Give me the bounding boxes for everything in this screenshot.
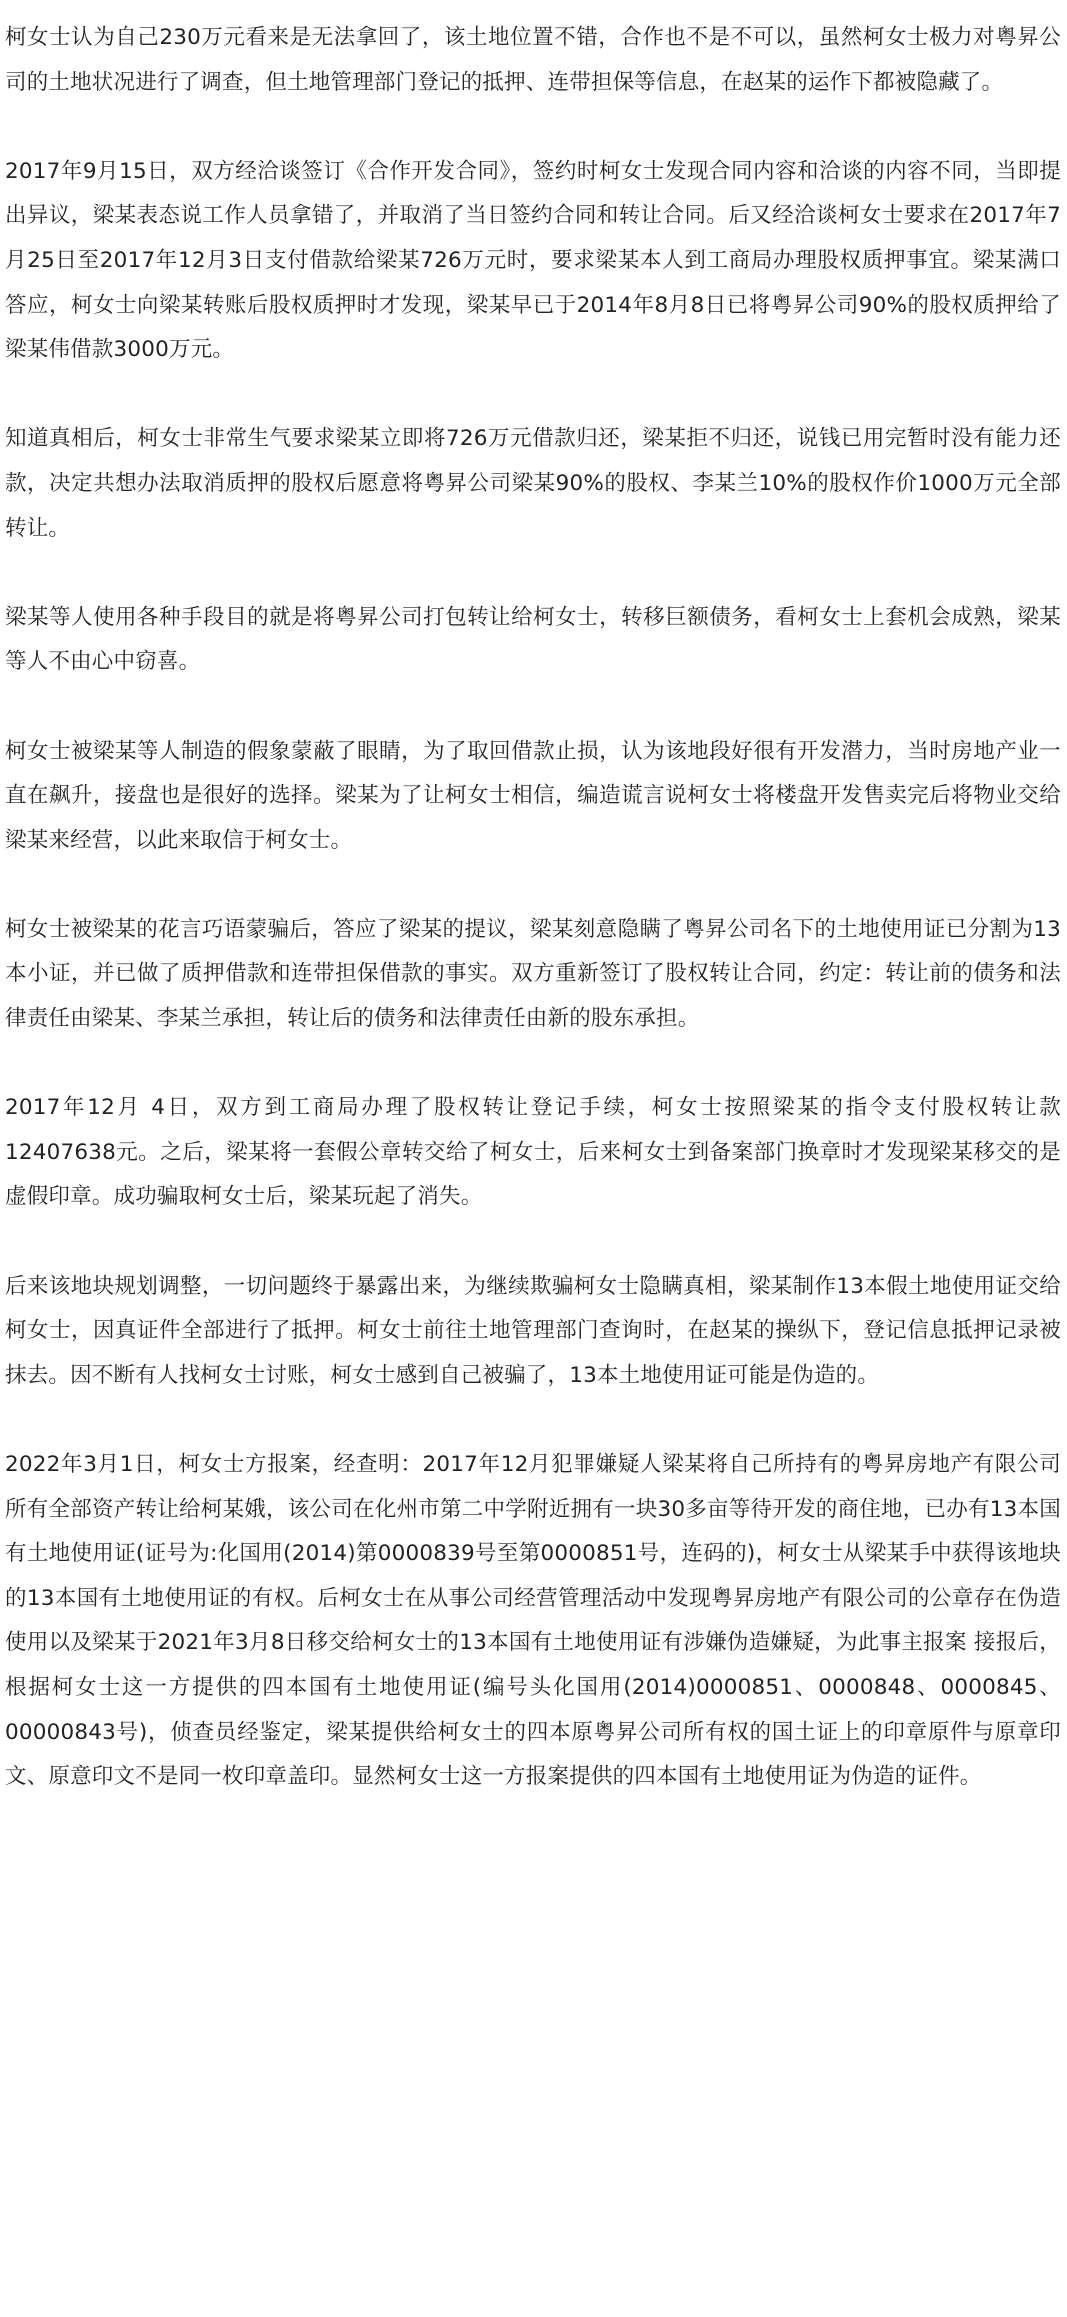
paragraph-5: 柯女士被梁某等人制造的假象蒙蔽了眼睛，为了取回借款止损，认为该地段好很有开发潜力，当时房地产业一直在飙升，接盘也是很好的选择。梁某为了让柯女士相信，编造谎言说柯女士将楼盘开发售卖完后将物业交给梁某来经营，以此来取信于柯女士。 (5, 738, 1061, 853)
paragraph-6: 柯女士被梁某的花言巧语蒙骗后，答应了梁某的提议，梁某刻意隐瞒了粤昇公司名下的土地使用证已分割为13本小证，并已做了质押借款和连带担保借款的事实。双方重新签订了股权转让合同，约定：转让前的债务和法律责任由梁某、李某兰承担，转让后的债务和法律责任由新的股东承担。 (5, 916, 1061, 1032)
paragraph-3: 知道真相后，柯女士非常生气要求梁某立即将726万元借款归还，梁某拒不归还，说钱已用完暂时没有能力还款，决定共想办法取消质押的股权后愿意将粤昇公司梁某90%的股权、李某兰10%的股权作价1000万元全部转让。 (5, 426, 1061, 541)
paragraph-9: 2022年3月1日，柯女士方报案，经查明：2017年12月犯罪嫌疑人梁某将自己所持有的粤昇房地产有限公司所有全部资产转让给柯某娥，该公司在化州市第二中学附近拥有一块30多亩等待开发的商住地，已办有13本国有土地使用证(证号为:化国用(2014)第0000839号至第0000851号，连码的)，柯女士从梁某手中获得该地块的13本国有土地使用证的有权。后柯女士在从事公司经营管理活动中发现粤昇房地产有限公司的公章存在伪造使用以及梁某于2021年3月8日移交给柯女士的13本国有土地使用证有涉嫌伪造嫌疑，为此事主报案 接报后，根据柯女士这一方提供的四本国有土地使用证(编号头化国用(2014)0000851、0000848、0000845、00000843号)，侦查员经鉴定，梁某提供给柯女士的四本原粤昇公司所有权的国土证上的印章原件与原章印文、原意印文不是同一枚印章盖印。显然柯女士这一方报案提供的四本国有土地使用证为伪造的证件。 (5, 1452, 1061, 1790)
paragraph-7: 2017年12月 4日，双方到工商局办理了股权转让登记手续，柯女士按照梁某的指令支付股权转让款12407638元。之后，梁某将一套假公章转交给了柯女士，后来柯女士到备案部门换章时才发现梁某移交的是虚假印章。成功骗取柯女士后，梁某玩起了消失。 (5, 1095, 1061, 1210)
paragraph-4: 梁某等人使用各种手段目的就是将粤昇公司打包转让给柯女士，转移巨额债务，看柯女士上套机会成熟，梁某等人不由心中窃喜。 (5, 604, 1061, 675)
paragraph-2: 2017年9月15日，双方经洽谈签订《合作开发合同》，签约时柯女士发现合同内容和洽谈的内容不同，当即提出异议，梁某表态说工作人员拿错了，并取消了当日签约合同和转让合同。后又经洽谈柯女士要求在2017年7月25日至2017年12月3日支付借款给梁某726万元时，要求梁某本人到工商局办理股权质押事宜。梁某满口答应，柯女士向梁某转账后股权质押时才发现，梁某早已于2014年8月8日已将粤昇公司90%的股权质押给了梁某伟借款3000万元。 (5, 158, 1061, 363)
paragraph-8: 后来该地块规划调整，一切问题终于暴露出来，为继续欺骗柯女士隐瞒真相，梁某制作13本假土地使用证交给柯女士，因真证件全部进行了抵押。柯女士前往土地管理部门查询时，在赵某的操纵下，登记信息抵押记录被抹去。因不断有人找柯女士讨账，柯女士感到自己被骗了，13本土地使用证可能是伪造的。 (5, 1273, 1061, 1388)
paragraph-1: 柯女士认为自己230万元看来是无法拿回了，该土地位置不错，合作也不是不可以，虽然柯女士极力对粤昇公司的土地状况进行了调查，但土地管理部门登记的抵押、连带担保等信息，在赵某的运作下都被隐藏了。 (5, 25, 1061, 95)
